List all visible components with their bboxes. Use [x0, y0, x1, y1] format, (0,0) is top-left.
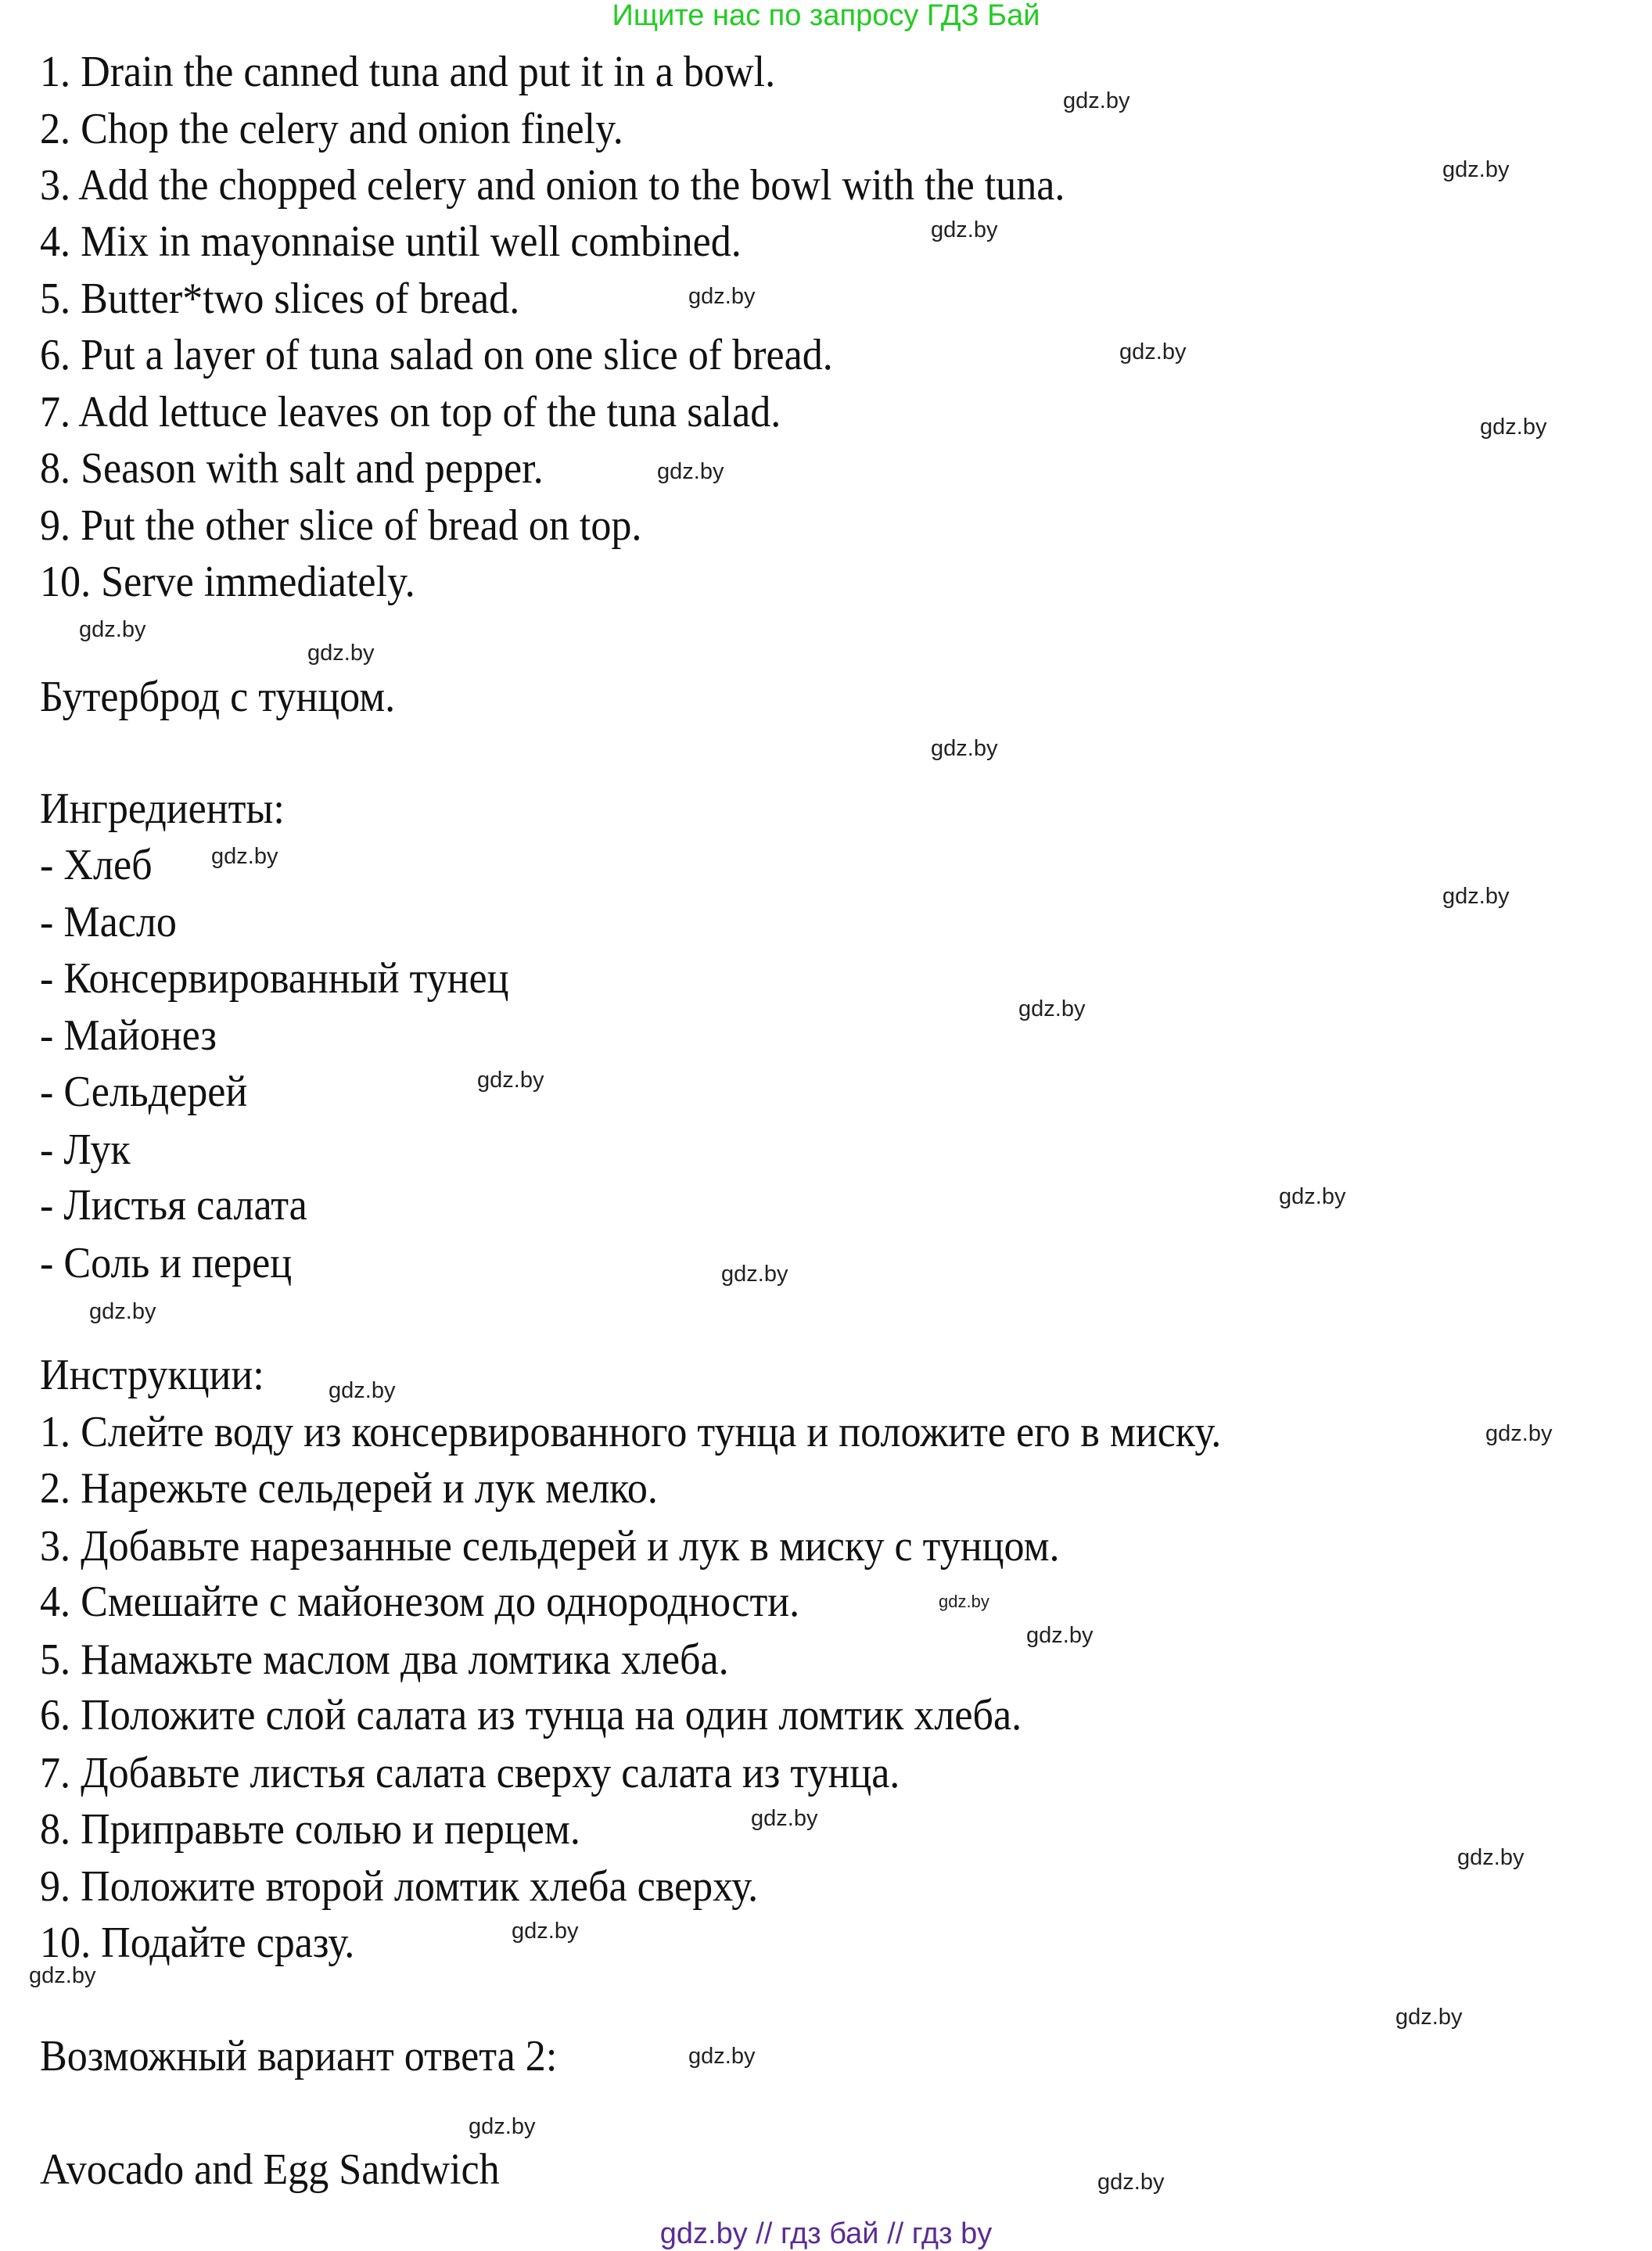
variant-title: Avocado and Egg Sandwich: [40, 2145, 500, 2194]
watermark: gdz.by: [512, 1919, 579, 1944]
ingredients-heading: Ингредиенты:: [40, 784, 285, 833]
watermark: gdz.by: [1395, 2005, 1463, 2030]
instruction-step: 2. Нарежьте сельдерей и лук мелко.: [40, 1464, 658, 1513]
footer-links[interactable]: gdz.by // гдз бай // гдз by: [659, 2217, 993, 2250]
instruction-step: 6. Положите слой салата из тунца на один ломтик хлеба.: [40, 1691, 1022, 1739]
instruction-step: 3. Добавьте нарезанные сельдерей и лук в миску с тунцом.: [40, 1522, 1060, 1571]
watermark: gdz.by: [931, 736, 998, 761]
instruction-step: 4. Смешайте с майонезом до однородности.: [40, 1578, 800, 1626]
watermark: gdz.by: [939, 1592, 989, 1611]
watermark: gdz.by: [751, 1806, 818, 1831]
search-hint-banner[interactable]: Ищите нас по запросу ГДЗ Бай: [612, 0, 1040, 32]
ingredient-item: - Майонез: [40, 1011, 217, 1060]
english-step: 2. Chop the celery and onion finely.: [40, 105, 623, 153]
ingredient-item: - Хлеб: [40, 841, 153, 889]
watermark: gdz.by: [1279, 1184, 1346, 1209]
ingredient-item: - Консервированный тунец: [40, 954, 509, 1003]
english-step: 7. Add lettuce leaves on top of the tuna salad.: [40, 388, 781, 436]
watermark: gdz.by: [1119, 339, 1187, 364]
ingredient-item: - Листья салата: [40, 1181, 307, 1230]
watermark: gdz.by: [1063, 88, 1130, 113]
english-step: 5. Butter*two slices of bread.: [40, 275, 520, 323]
english-step: 6. Put a layer of tuna salad on one slice of bread.: [40, 331, 833, 379]
watermark: gdz.by: [1018, 996, 1086, 1021]
english-step: 9. Put the other slice of bread on top.: [40, 501, 642, 550]
watermark: gdz.by: [688, 2044, 756, 2069]
watermark: gdz.by: [89, 1299, 156, 1324]
watermark: gdz.by: [29, 1963, 96, 1988]
instruction-step: 9. Положите второй ломтик хлеба сверху.: [40, 1862, 759, 1911]
watermark: gdz.by: [1457, 1845, 1525, 1870]
instruction-step: 10. Подайте сразу.: [40, 1919, 355, 1967]
watermark: gdz.by: [211, 844, 278, 869]
watermark: gdz.by: [477, 1068, 544, 1093]
watermark: gdz.by: [1485, 1421, 1553, 1446]
variant-heading: Возможный вариант ответа 2:: [40, 2032, 558, 2080]
watermark: gdz.by: [307, 641, 375, 666]
english-step: 10. Serve immediately.: [40, 558, 415, 606]
watermark: gdz.by: [1442, 884, 1510, 909]
ingredient-item: - Лук: [40, 1126, 131, 1174]
instructions-heading: Инструкции:: [40, 1351, 264, 1399]
watermark: gdz.by: [721, 1262, 788, 1287]
watermark: gdz.by: [931, 217, 998, 242]
instruction-step: 8. Приправьте солью и перцем.: [40, 1805, 580, 1854]
ingredient-item: - Соль и перец: [40, 1239, 293, 1287]
ingredient-item: - Масло: [40, 898, 177, 946]
instruction-step: 5. Намажьте маслом два ломтика хлеба.: [40, 1635, 729, 1684]
instruction-step: 1. Слейте воду из консервированного тунца и положите его в миску.: [40, 1408, 1222, 1456]
section-title: Бутерброд с тунцом.: [40, 673, 396, 721]
watermark: gdz.by: [1026, 1623, 1094, 1648]
watermark: gdz.by: [79, 617, 146, 642]
english-step: 4. Mix in mayonnaise until well combined.: [40, 217, 742, 266]
english-step: 1. Drain the canned tuna and put it in a bowl.: [40, 48, 776, 96]
ingredient-item: - Сельдерей: [40, 1068, 248, 1116]
watermark: gdz.by: [329, 1378, 396, 1403]
english-step: 8. Season with salt and pepper.: [40, 444, 544, 493]
watermark: gdz.by: [469, 2114, 536, 2139]
english-step: 3. Add the chopped celery and onion to the bowl with the tuna.: [40, 161, 1065, 210]
watermark: gdz.by: [1097, 2170, 1165, 2195]
watermark: gdz.by: [657, 459, 724, 484]
watermark: gdz.by: [1480, 415, 1547, 440]
watermark: gdz.by: [688, 284, 756, 309]
instruction-step: 7. Добавьте листья салата сверху салата из тунца.: [40, 1749, 900, 1797]
watermark: gdz.by: [1442, 157, 1510, 182]
